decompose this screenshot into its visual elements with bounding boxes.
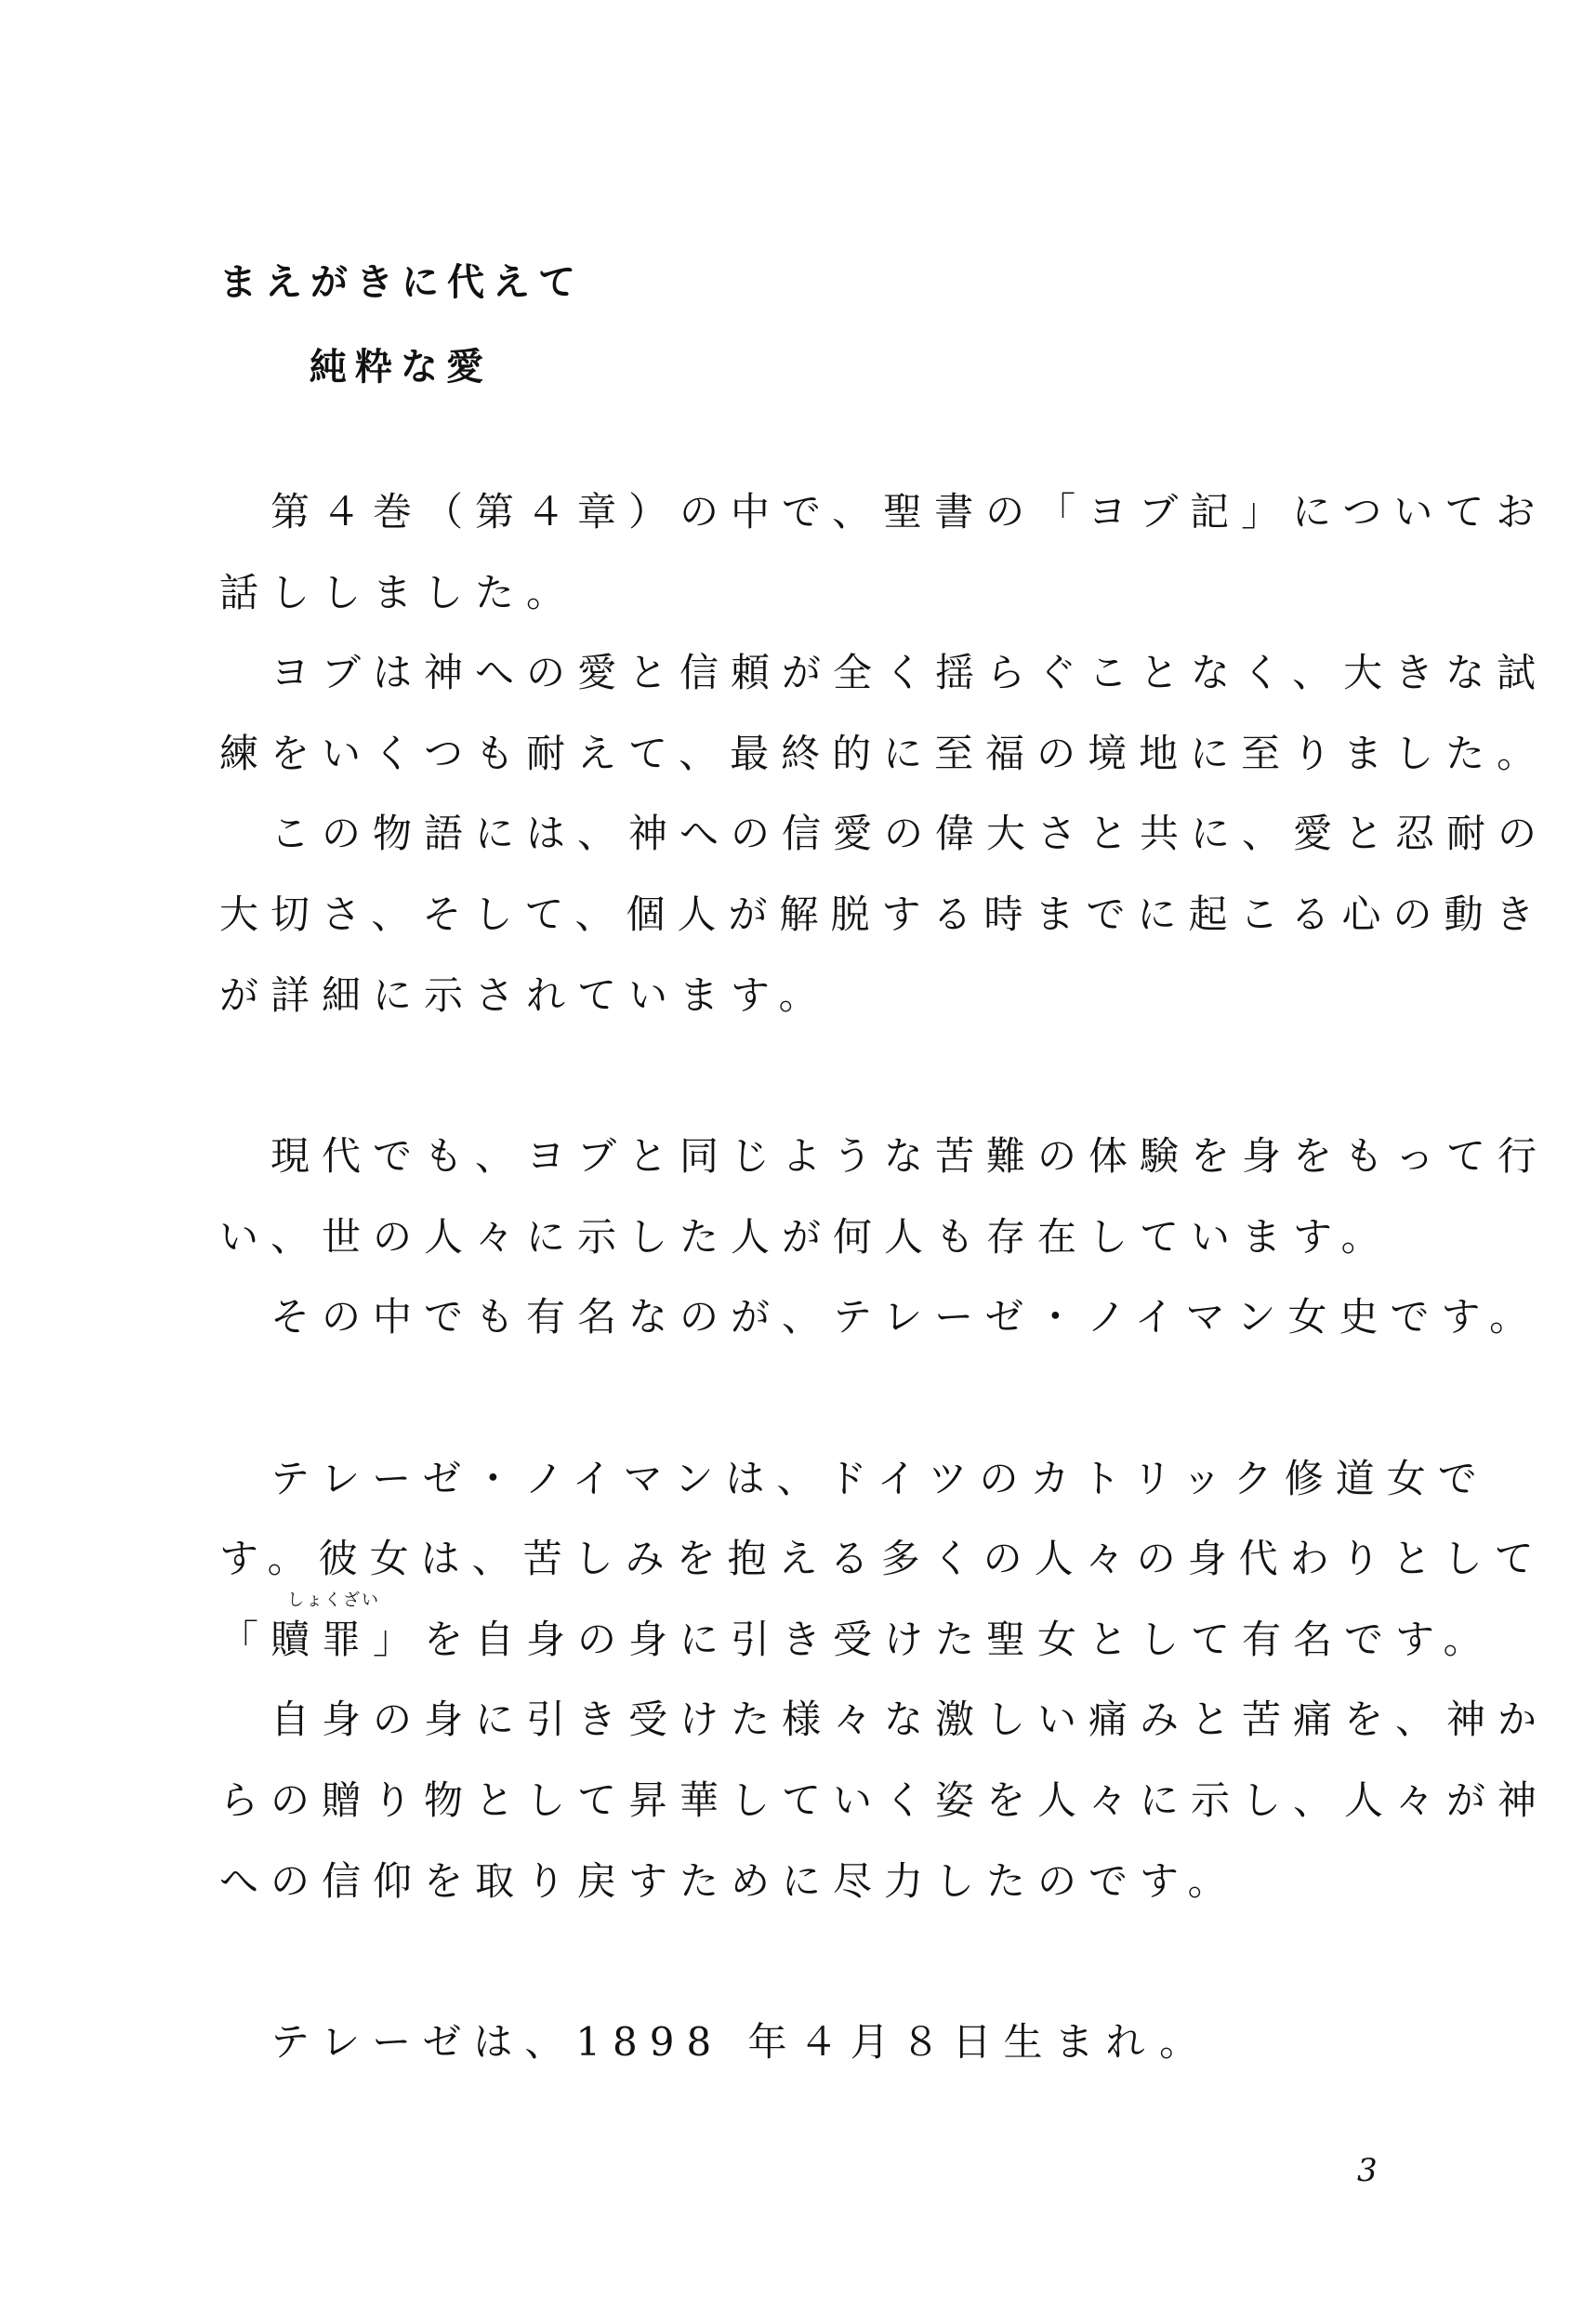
ruby-line-rest: 」を自身の身に引き受けた聖女として有名です。 [373,1617,1495,1662]
text-line: 自身の身に引き受けた様々な激しい痛みと苦痛を、神か [219,1697,1550,1742]
text-line-with-ruby [219,1591,1495,1662]
text-line: ヨブは神への愛と信頼が全く揺らぐことなく、大きな試 [219,650,1549,695]
text-line: テレーゼ・ノイマンは、ドイツのカトリック修道女で [219,1456,1489,1501]
chapter-title: まえがきに代えて [219,261,584,304]
text-line: への信仰を取り戻すために尽力したのです。 [219,1858,1239,1904]
ruby-annotated-word [270,1591,381,1662]
text-line: 練をいくつも耐えて、最終的に至福の境地に至りました。 [219,731,1549,776]
text-line: らの贈り物として昇華していく姿を人々に示し、人々が神 [219,1777,1550,1823]
ruby-base: 贖罪 [270,1617,374,1662]
text-line: 話ししました。 [219,570,578,615]
page-number: 3 [1357,2152,1378,2189]
text-line: 大切さ、そして、個人が解脱する時までに起こる心の動き [219,891,1547,937]
ruby-open-bracket: 「 [219,1617,271,1662]
text-line: この物語には、神への信愛の偉大さと共に、愛と忍耐の [219,811,1550,856]
text-line: その中でも有名なのが、テレーゼ・ノイマン女史です。 [219,1294,1541,1340]
text-line: い、世の人々に示した人が何人も存在しています。 [219,1214,1392,1260]
ruby-reading: しょくざい [287,1591,381,1610]
text-line: 第４巻（第４章）の中で、聖書の「ヨブ記」についてお [219,489,1548,535]
text-line: す。彼女は、苦しみを抱える多くの人々の身代わりとして [219,1536,1546,1581]
chapter-subtitle: 純粋な愛 [310,346,492,389]
text-line: が詳細に示されています。 [219,972,830,1018]
text-line: テレーゼは、1898 年４月８日生まれ。 [219,2019,1211,2065]
text-line: 現代でも、ヨブと同じような苦難の体験を身をもって行 [219,1133,1550,1179]
